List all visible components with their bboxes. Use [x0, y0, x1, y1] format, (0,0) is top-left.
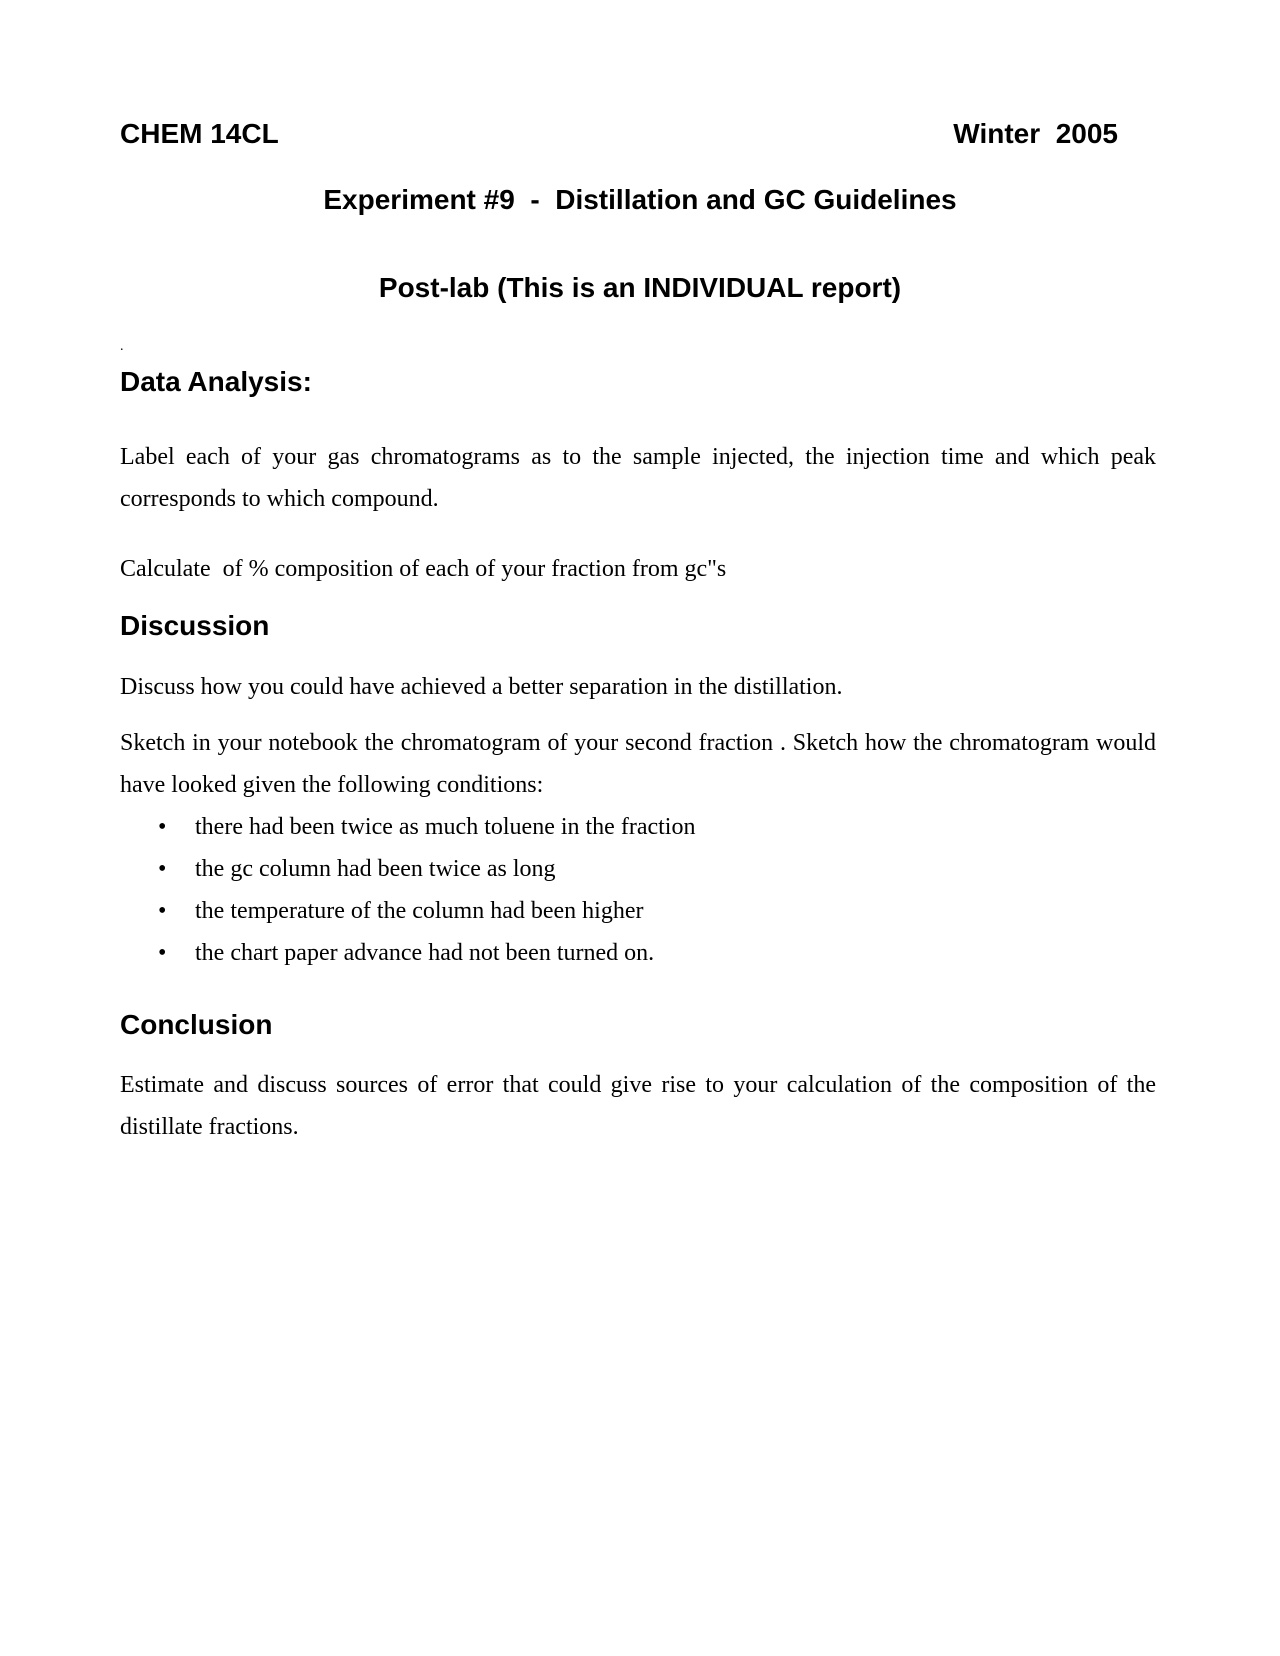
bullet-icon: •: [158, 814, 167, 840]
list-item-text: the chart paper advance had not been turned on.: [195, 940, 655, 966]
list-item: [120, 890, 1156, 932]
list-item: [120, 806, 1156, 848]
list-item: [120, 848, 1156, 890]
document-subtitle: Post-lab (This is an INDIVIDUAL report): [378, 272, 902, 303]
bullet-icon: •: [158, 898, 167, 924]
paragraph-calculate-composition: Calculate of % composition of each of your fraction from gc"s: [120, 556, 727, 582]
list-item-text: the gc column had been twice as long: [195, 856, 556, 882]
list-item-text: there had been twice as much toluene in the fraction: [195, 814, 696, 840]
paragraph-better-separation: Discuss how you could have achieved a better separation in the distillation.: [120, 674, 843, 700]
heading-conclusion: Conclusion: [120, 1009, 273, 1040]
bullet-icon: •: [158, 940, 167, 966]
term-label: Winter 2005: [953, 118, 1118, 149]
paragraph-sketch-chromatogram: Sketch in your notebook the chromatogram of your second fraction . Sketch how the chromatogram would have looked given the following conditions:: [120, 730, 1156, 798]
heading-discussion: Discussion: [120, 610, 270, 641]
paragraph-sources-of-error: Estimate and discuss sources of error that could give rise to your calculation of the composition of the distillate fractions.: [120, 1072, 1156, 1140]
list-item-text: the temperature of the column had been higher: [195, 898, 644, 924]
course-code: CHEM 14CL: [120, 118, 279, 149]
document-title: Experiment #9 - Distillation and GC Guidelines: [323, 184, 957, 215]
conditions-list: [120, 806, 1156, 974]
paragraph-label-chromatograms: Label each of your gas chromatograms as to the sample injected, the injection time and which peak corresponds to which compound.: [120, 444, 1156, 512]
heading-data-analysis: Data Analysis:: [120, 366, 312, 397]
stray-period-mark: .: [120, 339, 124, 354]
bullet-icon: •: [158, 856, 167, 882]
list-item: [120, 932, 1156, 974]
